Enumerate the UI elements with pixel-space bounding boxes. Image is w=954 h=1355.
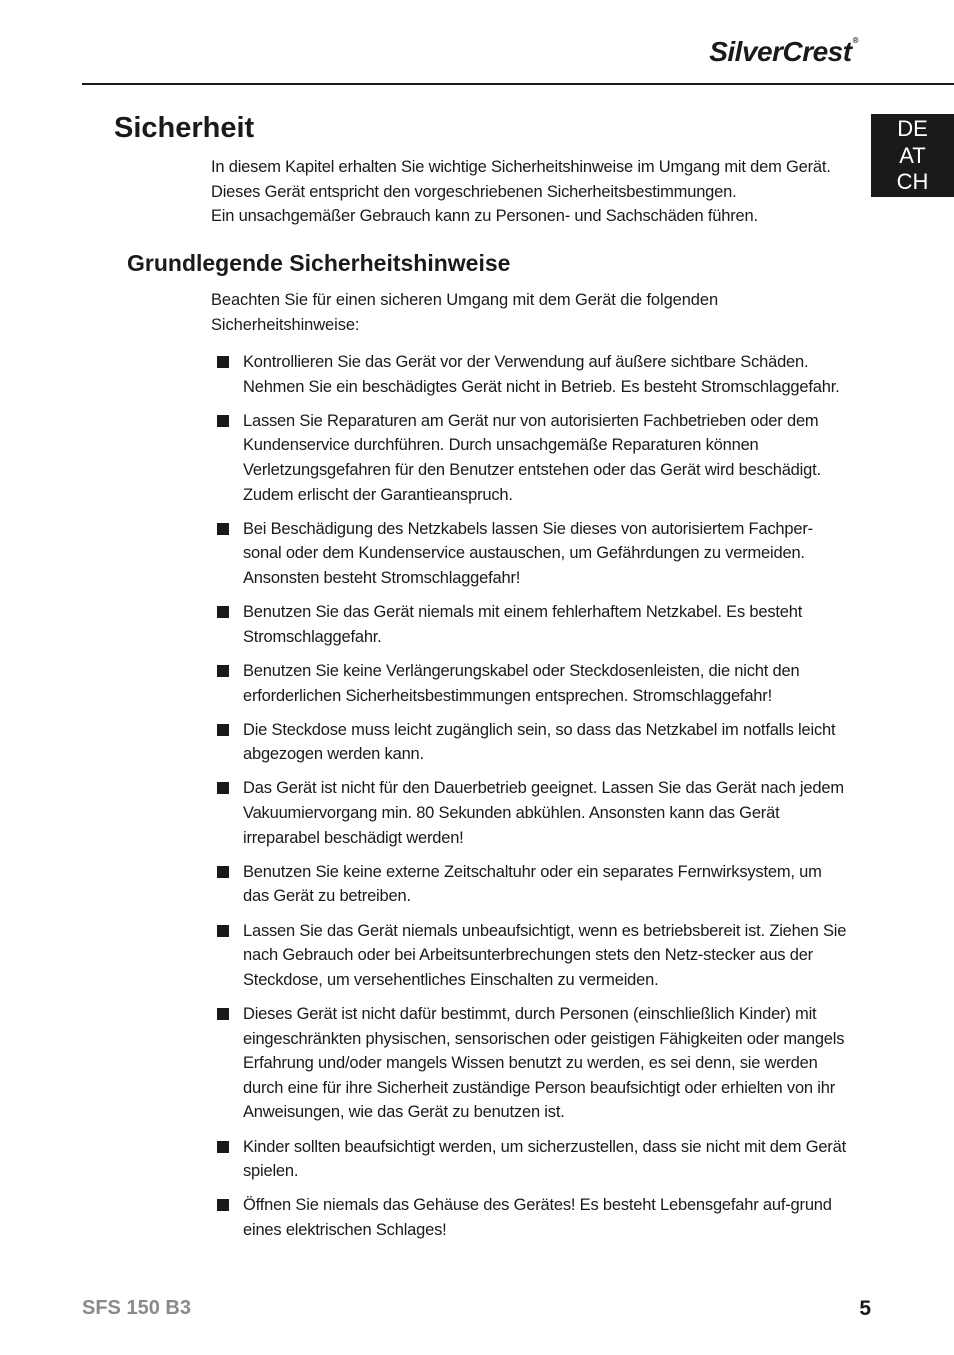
list-item: Bei Beschädigung des Netzkabels lassen Sie dieses von autorisiertem Fachper-sonal oder dem Kundenservice austauschen, um Gefährdungen zu vermeiden. Ansonsten besteht Stromschlaggefahr! xyxy=(211,517,851,591)
list-item: Lassen Sie Reparaturen am Gerät nur von autorisierten Fachbetrieben oder dem Kundenservice durchführen. Durch unsachgemäße Reparaturen können Verletzungsgefahren für den Benutzer entstehen oder das Gerät wird beschädigt. Zudem erlischt der Garantieanspruch. xyxy=(211,409,851,507)
list-item: Lassen Sie das Gerät niemals unbeaufsichtigt, wenn es betriebsbereit ist. Ziehen Sie nach Gebrauch oder bei Arbeitsunterbrechungen stets den Netz-stecker aus der Steckdose, um versehentliches Einschalten zu vermeiden. xyxy=(211,919,851,993)
list-item: Benutzen Sie das Gerät niemals mit einem fehlerhaftem Netzkabel. Es besteht Stromschlaggefahr. xyxy=(211,600,851,649)
list-item: Benutzen Sie keine Verlängerungskabel oder Steckdosenleisten, die nicht den erforderlichen Sicherheitsbestimmungen entsprechen. Stromschlaggefahr! xyxy=(211,659,851,708)
list-item: Öffnen Sie niemals das Gehäuse des Gerätes! Es besteht Lebensgefahr auf-grund eines elektrischen Schlages! xyxy=(211,1193,851,1242)
list-item: Dieses Gerät ist nicht dafür bestimmt, durch Personen (einschließlich Kinder) mit eingeschränkten physischen, sensorischen oder geistigen Fähigkeiten oder mangels Erfahrung und/oder mangels Wissen benutzt zu werden, es sei denn, sie werden durch eine für ihre Sicherheit zuständige Person beaufsichtigt oder erhielten von ihr Anweisungen, wie das Gerät zu benutzen ist. xyxy=(211,1002,851,1125)
model-number: SFS 150 B3 xyxy=(82,1297,191,1319)
list-item: Benutzen Sie keine externe Zeitschaltuhr oder ein separates Fernwirksystem, um das Gerät zu betreiben. xyxy=(211,860,851,909)
list-item: Die Steckdose muss leicht zugänglich sein, so dass das Netzkabel im notfalls leicht abgezogen werden kann. xyxy=(211,718,851,767)
lead-paragraph: Beachten Sie für einen sicheren Umgang mit dem Gerät die folgenden Sicherheitshinweise: xyxy=(211,291,719,334)
bullet-square-icon xyxy=(217,665,229,677)
bullet-square-icon xyxy=(217,724,229,736)
language-at: AT xyxy=(899,142,926,168)
intro-line: In diesem Kapitel erhalten Sie wichtige Sicherheitshinweise im Umgang mit dem Gerät. xyxy=(211,158,831,176)
list-item: Kontrollieren Sie das Gerät vor der Verwendung auf äußere sichtbare Schäden. Nehmen Sie ein beschädigtes Gerät nicht in Betrieb. Es besteht Stromschlaggefahr. xyxy=(211,350,851,399)
safety-list xyxy=(211,350,851,1252)
subsection-title: Grundlegende Sicherheitshinweise xyxy=(127,250,511,276)
bullet-square-icon xyxy=(217,1199,229,1211)
bullet-square-icon xyxy=(217,415,229,427)
bullet-square-icon xyxy=(217,925,229,937)
header-rule xyxy=(82,83,954,85)
language-tab xyxy=(871,114,954,197)
bullet-square-icon xyxy=(217,1008,229,1020)
bullet-square-icon xyxy=(217,782,229,794)
bullet-square-icon xyxy=(217,523,229,535)
list-item: Das Gerät ist nicht für den Dauerbetrieb geeignet. Lassen Sie das Gerät nach jedem Vakuumiervorgang min. 80 Sekunden abkühlen. Ansonsten kann das Gerät irreparabel beschädigt werden! xyxy=(211,776,851,850)
bullet-square-icon xyxy=(217,606,229,618)
language-de: DE xyxy=(897,116,928,141)
intro-line: Ein unsachgemäßer Gebrauch kann zu Personen- und Sachschäden führen. xyxy=(211,207,758,225)
bullet-square-icon xyxy=(217,1141,229,1153)
bullet-square-icon xyxy=(217,356,229,368)
list-item: Kinder sollten beaufsichtigt werden, um sicherzustellen, dass sie nicht mit dem Gerät spielen. xyxy=(211,1135,851,1184)
language-ch: CH xyxy=(896,169,929,194)
bullet-square-icon xyxy=(217,866,229,878)
section-title: Sicherheit xyxy=(114,112,255,144)
page-number: 5 xyxy=(859,1297,871,1320)
intro-text xyxy=(211,155,851,229)
brand-logo: SilverCrest® xyxy=(709,36,858,67)
intro-line: Dieses Gerät entspricht den vorgeschriebenen Sicherheitsbestimmungen. xyxy=(211,182,737,201)
